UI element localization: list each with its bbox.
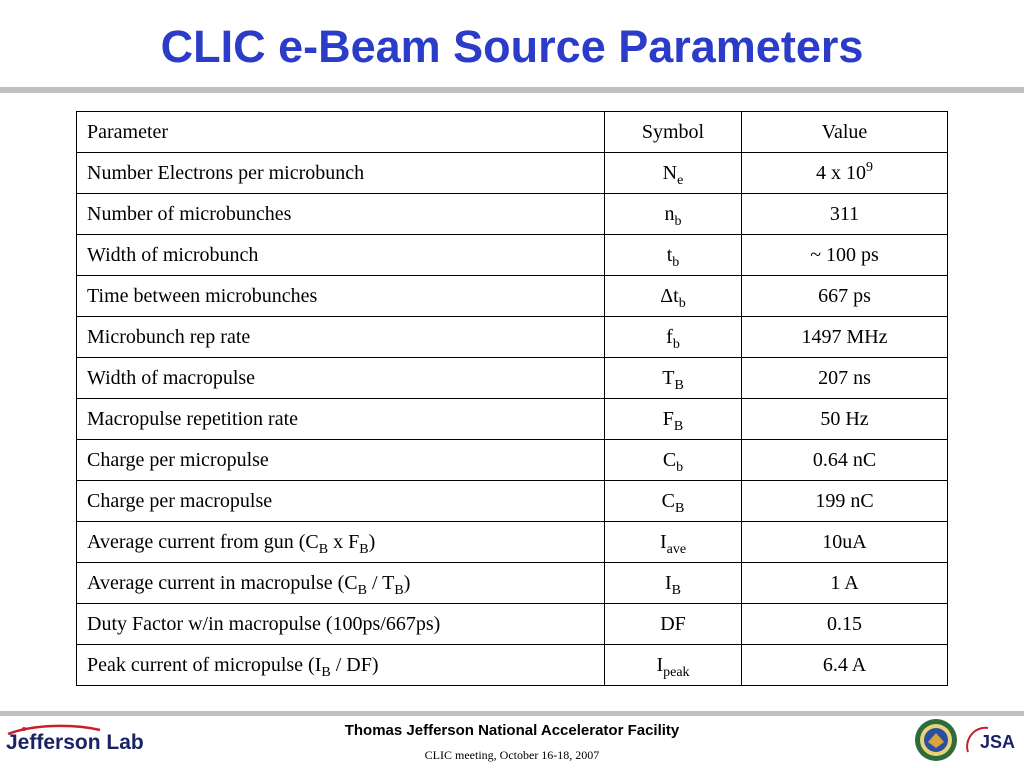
parameter-cell: Width of macropulse — [77, 358, 605, 399]
symbol-subscript: B — [673, 418, 684, 434]
parameter-subscript: B — [394, 582, 404, 598]
symbol-cell — [605, 645, 742, 686]
symbol-cell — [605, 358, 742, 399]
parameter-subscript: B — [318, 541, 329, 557]
parameter-cell: Charge per micropulse — [77, 440, 605, 481]
symbol-cell — [605, 563, 742, 604]
symbol-subscript: b — [678, 295, 686, 311]
footer-meeting: CLIC meeting, October 16-18, 2007 — [424, 748, 600, 762]
symbol-base: f — [666, 325, 673, 348]
table-row — [77, 194, 948, 235]
parameter-cell: Number of microbunches — [77, 194, 605, 235]
symbol-subscript: b — [674, 213, 682, 229]
symbol-base: Δt — [660, 284, 679, 307]
symbol-base: C — [661, 489, 675, 512]
value-cell: 311 — [742, 194, 948, 235]
table-header-row — [77, 112, 948, 153]
symbol-cell — [605, 235, 742, 276]
value-cell: 6.4 A — [742, 645, 948, 686]
parameter-cell: Charge per macropulse — [77, 481, 605, 522]
symbol-cell — [605, 317, 742, 358]
jefferson-lab-wordmark: Jefferson Lab — [6, 731, 144, 754]
parameter-cell: Microbunch rep rate — [77, 317, 605, 358]
parameter-cell — [77, 645, 605, 686]
symbol-subscript: B — [675, 500, 685, 516]
symbol-subscript: ave — [666, 541, 687, 557]
parameter-text: x F — [328, 530, 360, 553]
value-cell: ~ 100 ps — [742, 235, 948, 276]
value-cell: 0.64 nC — [742, 440, 948, 481]
value-cell: 0.15 — [742, 604, 948, 645]
symbol-base: I — [659, 530, 667, 553]
value-exponent: 9 — [866, 159, 873, 175]
table-row — [77, 358, 948, 399]
jsa-logo — [962, 720, 1022, 762]
value-cell: 667 ps — [742, 276, 948, 317]
symbol-base: n — [664, 202, 675, 225]
table-row — [77, 481, 948, 522]
table-row — [77, 399, 948, 440]
symbol-cell: DF — [605, 604, 742, 645]
symbol-base: t — [666, 243, 673, 266]
table-row — [77, 317, 948, 358]
parameter-cell — [77, 522, 605, 563]
table-row — [77, 645, 948, 686]
value-cell: 199 nC — [742, 481, 948, 522]
symbol-base: F — [662, 407, 674, 430]
table-row — [77, 604, 948, 645]
parameter-text: ) — [368, 530, 376, 553]
symbol-cell — [605, 440, 742, 481]
symbol-base: I — [656, 653, 664, 676]
symbol-subscript: b — [676, 459, 684, 475]
parameter-cell: Number Electrons per microbunch — [77, 153, 605, 194]
table-row — [77, 153, 948, 194]
parameter-text: / DF) — [330, 653, 379, 676]
table-row — [77, 522, 948, 563]
symbol-subscript: b — [672, 336, 680, 352]
slide-title: CLIC e-Beam Source Parameters — [160, 21, 864, 72]
jsa-letters: JSA — [980, 732, 1016, 752]
doe-seal-logo — [914, 718, 958, 762]
symbol-subscript: e — [677, 172, 684, 188]
symbol-base: T — [662, 366, 675, 389]
symbol-cell — [605, 399, 742, 440]
header-parameter: Parameter — [77, 112, 605, 153]
symbol-cell — [605, 481, 742, 522]
parameter-text: / T — [366, 571, 395, 594]
parameter-text: ) — [403, 571, 411, 594]
parameter-text: Average current from gun (C — [87, 530, 319, 553]
title-divider — [0, 87, 1024, 93]
footer-organization: Thomas Jefferson National Accelerator Facility — [344, 722, 680, 739]
header-symbol: Symbol — [605, 112, 742, 153]
header-value: Value — [742, 112, 948, 153]
symbol-cell — [605, 522, 742, 563]
parameter-subscript: B — [359, 541, 369, 557]
parameter-subscript: B — [357, 582, 367, 598]
symbol-subscript: B — [674, 377, 684, 393]
parameter-text: Peak current of micropulse (I — [87, 653, 322, 676]
table-row — [77, 276, 948, 317]
parameter-cell — [77, 563, 605, 604]
parameter-subscript: B — [321, 664, 331, 680]
symbol-cell — [605, 194, 742, 235]
symbol-base: I — [664, 571, 672, 594]
parameter-cell: Time between microbunches — [77, 276, 605, 317]
symbol-cell — [605, 153, 742, 194]
value-cell: 1 A — [742, 563, 948, 604]
symbol-base: N — [662, 161, 678, 184]
parameters-table — [76, 111, 948, 686]
table-row — [77, 563, 948, 604]
parameter-cell: Duty Factor w/in macropulse (100ps/667ps) — [77, 604, 605, 645]
table-row — [77, 440, 948, 481]
footer-divider — [0, 711, 1024, 716]
symbol-cell — [605, 276, 742, 317]
symbol-subscript: b — [672, 254, 680, 270]
value-base: 4 x 10 — [816, 161, 866, 184]
value-cell — [742, 153, 948, 194]
parameter-text: Average current in macropulse (C — [87, 571, 358, 594]
parameter-cell: Width of microbunch — [77, 235, 605, 276]
value-cell: 207 ns — [742, 358, 948, 399]
symbol-base: C — [662, 448, 677, 471]
value-cell: 10uA — [742, 522, 948, 563]
value-cell: 1497 MHz — [742, 317, 948, 358]
table-row — [77, 235, 948, 276]
value-cell: 50 Hz — [742, 399, 948, 440]
symbol-subscript: peak — [663, 664, 690, 680]
parameter-cell: Macropulse repetition rate — [77, 399, 605, 440]
symbol-subscript: B — [671, 582, 681, 598]
